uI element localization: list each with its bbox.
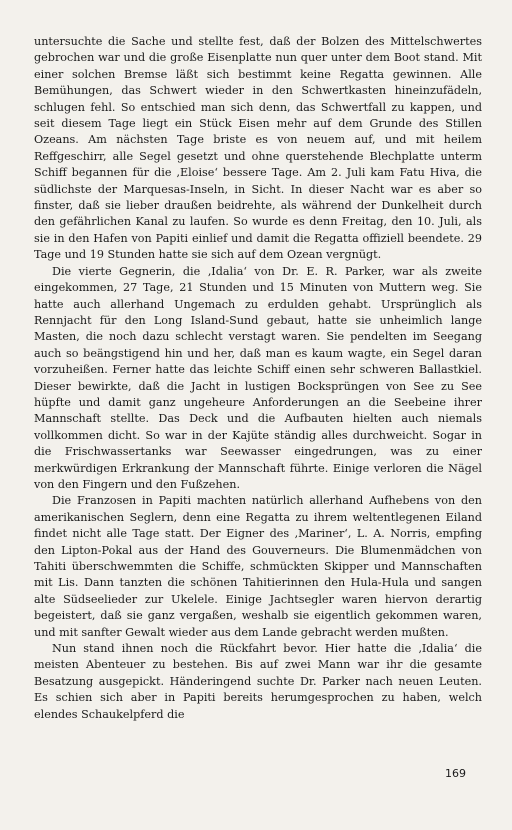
body-text (34, 34, 482, 723)
paragraph-idalia: Die vierte Gegnerin, die ‚Idalia‘ von Dr. E. R. Parker, war als zweite eingekommen, 27 Tage, 21 Stunden und 15 Minuten von Muttern weg. Sie hatte auch allerhand Ungemach zu erdulden gehabt. Ursprünglich als Rennjacht für den Long Island-Sund gebaut, hatte sie unheimlich lange Masten, die noch dazu schlecht verstagt waren. Sie pendelten im Seegang auch so beängstigend hin und her, daß man es kaum wagte, ein Segel daran vorzuheißen. Ferner hatte das leichte Schiff einen sehr schweren Ballastkiel. Dieser bewirkte, daß die Jacht in lustigen Bocksprüngen von See zu See hüpfte und damit ganz ungeheure Anforderungen an die Seebeine ihrer Mannschaft stellte. Das Deck und die Aufbauten hielten auch niemals vollkommen dicht. So war in der Kajüte ständig alles durchweicht. Sogar in die Frischwassertanks war Seewasser eingedrungen, was zu einer merkwürdigen Erkrankung der Mannschaft führte. Einige verloren die Nägel von den Fingern und den Fußzehen. (34, 264, 482, 491)
paragraph-papiti: Die Franzosen in Papiti machten natürlich allerhand Aufhebens von den amerikanischen Seglern, denn eine Regatta zu ihrem weltentlegenen Eiland findet nicht alle Tage statt. Der Eigner des ‚Mariner‘, L. A. Norris, empfing den Lipton-Pokal aus der Hand des Gouverneurs. Die Blumenmädchen von Tahiti überschwemmten die Schiffe, schmückten Skipper und Mannschaften mit Lis. Dann tanzten die schönen Tahitierinnen den Hula-Hula und sangen alte Südseelieder zur Ukelele. Einige Jachtsegler waren hiervon derartig begeistert, daß sie ganz vergaßen, weshalb sie eigentlich gekommen waren, und mit sanfter Gewalt wieder aus dem Lande gebracht werden mußten. (34, 494, 482, 639)
paragraph-return-voyage: Nun stand ihnen noch die Rückfahrt bevor. Hier hatte die ‚Idalia‘ die meisten Abenteuer zu bestehen. Bis auf zwei Mann war ihr die gesamte Besatzung ausgepickt. Händeringend suchte Dr. Parker nach neuen Leuten. Es schien sich aber in Papiti bereits herumgesprochen zu haben, welch elendes Schaukelpferd die (34, 642, 482, 721)
paragraph-continued: untersuchte die Sache und stellte fest, daß der Bolzen des Mittelschwertes gebrochen war und die große Eisenplatte nun quer unter dem Boot stand. Mit einer solchen Bremse läßt sich bestimmt keine Regatta gewinnen. Alle Bemühungen, das Schwert wieder in den Schwertkasten hineinzufädeln, schlugen fehl. So entschied man sich denn, das Schwertfall zu kappen, und seit diesem Tage liegt ein Stück Eisen mehr auf dem Grunde des Stillen Ozeans. Am nächsten Tage briste es von neuem auf, und mit heilem Reffgeschirr, alle Segel gesetzt und ohne querstehende Blechplatte unterm Schiff begannen für die ‚Eloise‘ bessere Tage. Am 2. Juli kam Fatu Hiva, die südlichste der Marquesas-Inseln, in Sicht. In dieser Nacht war es aber so finster, daß sie lieber draußen beidrehte, als während der Dunkelheit durch den gefährlichen Kanal zu laufen. So wurde es denn Freitag, den 10. Juli, als sie in den Hafen von Papiti einlief und damit die Regatta offiziell beendete. 29 Tage und 19 Stunden hatte sie sich auf dem Ozean vergnügt. (34, 35, 482, 262)
page-number: 169 (445, 767, 466, 780)
